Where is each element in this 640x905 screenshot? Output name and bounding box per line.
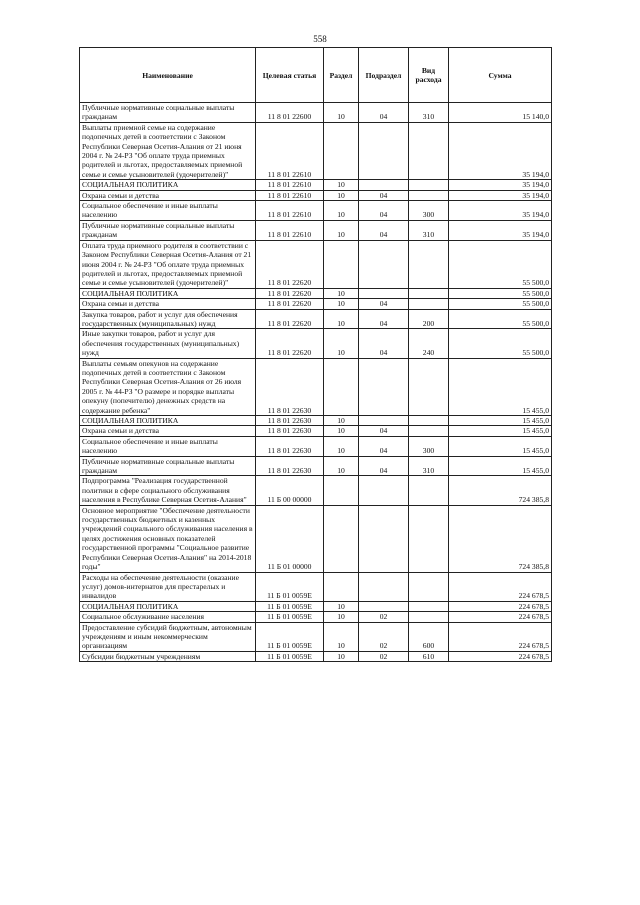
row-type [409, 299, 449, 309]
row-subsection: 04 [359, 426, 409, 436]
row-type: 300 [409, 201, 449, 221]
row-sum: 35 194,0 [449, 190, 552, 200]
row-section [324, 572, 359, 601]
row-subsection [359, 358, 409, 415]
row-type: 610 [409, 651, 449, 661]
row-code: 11 8 01 22620 [256, 288, 324, 298]
header-name: Наименование [80, 48, 256, 103]
row-name: Субсидии бюджетным учреждениям [80, 651, 256, 661]
row-code: 11 8 01 22610 [256, 122, 324, 179]
row-type [409, 476, 449, 505]
row-code: 11 8 01 22630 [256, 358, 324, 415]
row-section: 10 [324, 288, 359, 298]
row-section [324, 476, 359, 505]
row-code: 11 8 01 22610 [256, 180, 324, 190]
row-name: Выплаты семьям опекунов на содержание подопечных детей в соответствии с Законом Республики Северная Осетия-Алания от 26 июля 2005 г. № 44-РЗ "О размере и порядке выплаты опекуну (попечителю) денежных средств на содержание ребенка" [80, 358, 256, 415]
row-subsection: 04 [359, 220, 409, 240]
table-row [80, 299, 552, 309]
row-type [409, 180, 449, 190]
row-name: Социальное обслуживание населения [80, 612, 256, 622]
table-row [80, 651, 552, 661]
row-section [324, 122, 359, 179]
row-subsection [359, 122, 409, 179]
row-subsection: 02 [359, 622, 409, 651]
row-sum: 15 455,0 [449, 416, 552, 426]
row-subsection [359, 601, 409, 611]
row-section: 10 [324, 190, 359, 200]
header-type: Вид расхода [409, 48, 449, 103]
row-name: СОЦИАЛЬНАЯ ПОЛИТИКА [80, 601, 256, 611]
table-body [80, 103, 552, 662]
table-row [80, 358, 552, 415]
row-type [409, 416, 449, 426]
table-row [80, 220, 552, 240]
table-row [80, 180, 552, 190]
row-code: 11 8 01 22620 [256, 309, 324, 329]
table-row [80, 476, 552, 505]
row-subsection: 02 [359, 651, 409, 661]
row-name: СОЦИАЛЬНАЯ ПОЛИТИКА [80, 416, 256, 426]
row-code: 11 Б 00 00000 [256, 476, 324, 505]
row-type [409, 572, 449, 601]
budget-table [79, 47, 552, 662]
table-row [80, 436, 552, 456]
table-row [80, 505, 552, 572]
row-sum: 35 194,0 [449, 201, 552, 221]
row-name: Социальное обеспечение и иные выплаты населению [80, 201, 256, 221]
row-section [324, 358, 359, 415]
row-subsection: 04 [359, 309, 409, 329]
row-sum: 724 385,8 [449, 505, 552, 572]
row-subsection: 04 [359, 190, 409, 200]
table-row [80, 103, 552, 123]
row-section: 10 [324, 180, 359, 190]
table-row [80, 601, 552, 611]
row-section: 10 [324, 612, 359, 622]
table-row [80, 288, 552, 298]
table-row [80, 240, 552, 288]
row-name: Охрана семьи и детства [80, 190, 256, 200]
row-name: Иные закупки товаров, работ и услуг для обеспечения государственных (муниципальных) нужд [80, 329, 256, 358]
row-subsection: 04 [359, 201, 409, 221]
row-name: Выплаты приемной семье на содержание подопечных детей в соответствии с Законом Республики Северная Осетия-Алания от 21 июня 2004 г. № 24-РЗ "Об оплате труда приемных родителей и льготах, предоставляемых приемной семье и семье усыновителей (удочерителей)" [80, 122, 256, 179]
row-type: 600 [409, 622, 449, 651]
row-code: 11 8 01 22610 [256, 220, 324, 240]
row-code: 11 Б 01 0059Е [256, 572, 324, 601]
row-code: 11 Б 01 0059Е [256, 622, 324, 651]
row-section: 10 [324, 601, 359, 611]
row-sum: 55 500,0 [449, 299, 552, 309]
row-name: Оплата труда приемного родителя в соответствии с Законом Республики Северная Осетия-Алания от 21 июня 2004 г. № 24-РЗ "Об оплате труда приемных родителей и льготах, предоставляемых приемной семье и семье усыновителей (удочерителей)" [80, 240, 256, 288]
header-subsection: Подраздел [359, 48, 409, 103]
row-type: 310 [409, 103, 449, 123]
row-subsection [359, 505, 409, 572]
row-code: 11 Б 01 0059Е [256, 651, 324, 661]
row-sum: 35 194,0 [449, 220, 552, 240]
table-row [80, 426, 552, 436]
row-sum: 224 678,5 [449, 622, 552, 651]
header-section: Раздел [324, 48, 359, 103]
row-name: Закупка товаров, работ и услуг для обеспечения государственных (муниципальных) нужд [80, 309, 256, 329]
row-type [409, 601, 449, 611]
row-sum: 55 500,0 [449, 288, 552, 298]
row-sum: 35 194,0 [449, 180, 552, 190]
row-name: Расходы на обеспечение деятельности (оказание услуг) домов-интернатов для престарелых и инвалидов [80, 572, 256, 601]
table-row [80, 122, 552, 179]
row-section: 10 [324, 309, 359, 329]
row-subsection [359, 416, 409, 426]
row-code: 11 8 01 22600 [256, 103, 324, 123]
row-type [409, 240, 449, 288]
row-code: 11 Б 01 0059Е [256, 601, 324, 611]
row-sum: 15 455,0 [449, 456, 552, 476]
row-subsection [359, 476, 409, 505]
row-type: 300 [409, 436, 449, 456]
row-section: 10 [324, 329, 359, 358]
row-code: 11 8 01 22630 [256, 456, 324, 476]
row-name: Охрана семьи и детства [80, 299, 256, 309]
row-code: 11 8 01 22610 [256, 201, 324, 221]
row-sum: 55 500,0 [449, 329, 552, 358]
row-sum: 224 678,5 [449, 612, 552, 622]
row-name: Основное мероприятие "Обеспечение деятельности государственных бюджетных и казенных учреждений социального обслуживания населения в целях достижения основных показателей государственной программы "Социальное развитие Республики Северная Осетия-Алания" на 2014-2018 годы" [80, 505, 256, 572]
row-section: 10 [324, 201, 359, 221]
row-name: Публичные нормативные социальные выплаты гражданам [80, 220, 256, 240]
row-type [409, 122, 449, 179]
table-row [80, 190, 552, 200]
row-subsection: 04 [359, 329, 409, 358]
table-header-row [80, 48, 552, 103]
row-type: 240 [409, 329, 449, 358]
header-code: Целевая статья [256, 48, 324, 103]
row-subsection [359, 180, 409, 190]
row-type [409, 426, 449, 436]
row-type [409, 505, 449, 572]
row-section: 10 [324, 416, 359, 426]
row-section: 10 [324, 103, 359, 123]
row-section: 10 [324, 651, 359, 661]
row-name: СОЦИАЛЬНАЯ ПОЛИТИКА [80, 288, 256, 298]
row-type: 310 [409, 456, 449, 476]
row-code: 11 8 01 22630 [256, 426, 324, 436]
table-row [80, 622, 552, 651]
row-section: 10 [324, 299, 359, 309]
row-sum: 55 500,0 [449, 240, 552, 288]
row-sum: 224 678,5 [449, 572, 552, 601]
row-sum: 224 678,5 [449, 601, 552, 611]
row-subsection: 04 [359, 103, 409, 123]
row-code: 11 8 01 22620 [256, 329, 324, 358]
row-subsection [359, 288, 409, 298]
row-subsection: 02 [359, 612, 409, 622]
row-name: СОЦИАЛЬНАЯ ПОЛИТИКА [80, 180, 256, 190]
table-row [80, 416, 552, 426]
table-row [80, 309, 552, 329]
row-name: Подпрограмма "Реализация государственной политики в сфере социального обслуживания населения в Республике Северная Осетия-Алания" [80, 476, 256, 505]
row-subsection [359, 240, 409, 288]
row-code: 11 Б 01 0059Е [256, 612, 324, 622]
row-code: 11 8 01 22630 [256, 436, 324, 456]
table-row [80, 572, 552, 601]
row-name: Публичные нормативные социальные выплаты гражданам [80, 456, 256, 476]
row-sum: 35 194,0 [449, 122, 552, 179]
row-section: 10 [324, 622, 359, 651]
row-name: Публичные нормативные социальные выплаты гражданам [80, 103, 256, 123]
row-name: Социальное обеспечение и иные выплаты населению [80, 436, 256, 456]
page-number: 558 [313, 34, 327, 44]
row-type: 200 [409, 309, 449, 329]
row-section [324, 240, 359, 288]
row-section: 10 [324, 426, 359, 436]
row-name: Предоставление субсидий бюджетным, автономным учреждениям и иным некоммерческим организациям [80, 622, 256, 651]
row-code: 11 8 01 22610 [256, 190, 324, 200]
row-sum: 224 678,5 [449, 651, 552, 661]
row-section: 10 [324, 436, 359, 456]
header-sum: Сумма [449, 48, 552, 103]
table-row [80, 456, 552, 476]
row-code: 11 8 01 22620 [256, 299, 324, 309]
row-subsection: 04 [359, 436, 409, 456]
row-subsection [359, 572, 409, 601]
row-type [409, 358, 449, 415]
row-type [409, 190, 449, 200]
row-name: Охрана семьи и детства [80, 426, 256, 436]
row-sum: 15 455,0 [449, 426, 552, 436]
row-type [409, 288, 449, 298]
row-section: 10 [324, 220, 359, 240]
row-code: 11 8 01 22620 [256, 240, 324, 288]
table-row [80, 612, 552, 622]
row-sum: 724 385,8 [449, 476, 552, 505]
row-type [409, 612, 449, 622]
row-sum: 15 455,0 [449, 436, 552, 456]
row-subsection: 04 [359, 299, 409, 309]
table-row [80, 329, 552, 358]
row-type: 310 [409, 220, 449, 240]
table-row [80, 201, 552, 221]
row-subsection: 04 [359, 456, 409, 476]
row-section [324, 505, 359, 572]
row-code: 11 Б 01 00000 [256, 505, 324, 572]
row-code: 11 8 01 22630 [256, 416, 324, 426]
row-sum: 15 455,0 [449, 358, 552, 415]
row-sum: 15 140,0 [449, 103, 552, 123]
row-section: 10 [324, 456, 359, 476]
row-sum: 55 500,0 [449, 309, 552, 329]
